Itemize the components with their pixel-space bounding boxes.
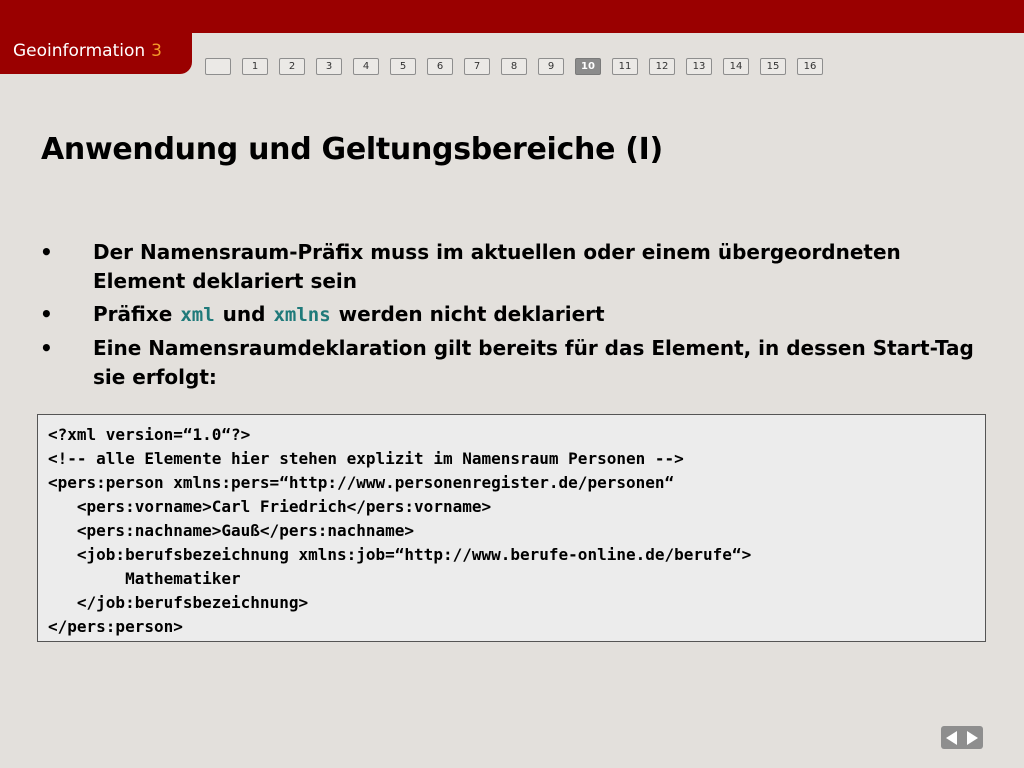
- bullet-text-part: Präfixe: [93, 302, 173, 326]
- bullet-item: [40, 334, 990, 392]
- bullet-dot: •: [40, 302, 53, 326]
- page-button-6[interactable]: 6: [427, 58, 453, 75]
- triangle-left-icon[interactable]: [941, 726, 962, 749]
- slide-nav-arrows: [941, 726, 983, 749]
- page-button-home[interactable]: [205, 58, 231, 75]
- code-line: <!-- alle Elemente hier stehen explizit im Namensraum Personen -->: [48, 449, 684, 468]
- page-button-15[interactable]: 15: [760, 58, 786, 75]
- page-button-8[interactable]: 8: [501, 58, 527, 75]
- bullet-text-part: werden nicht deklariert: [338, 302, 605, 326]
- logo: [13, 41, 162, 61]
- code-line: <pers:vorname>Carl Friedrich</pers:vorname>: [48, 497, 492, 516]
- code-line: </pers:person>: [48, 617, 183, 636]
- page-button-4[interactable]: 4: [353, 58, 379, 75]
- bullet-dot: •: [40, 240, 53, 264]
- logo-number: 3: [151, 41, 162, 61]
- bullet-text: Der Namensraum-Präfix muss im aktuellen oder einem übergeordneten Element deklariert sein: [93, 240, 901, 293]
- code-line: <?xml version=“1.0“?>: [48, 425, 251, 444]
- code-line: <pers:person xmlns:pers=“http://www.personenregister.de/personen“: [48, 473, 675, 492]
- code-line: Mathematiker: [48, 569, 241, 588]
- code-example: [37, 414, 986, 642]
- page-button-11[interactable]: 11: [612, 58, 638, 75]
- bullet-item: [40, 238, 990, 296]
- page-navigator: [205, 58, 823, 76]
- code-line: <pers:nachname>Gauß</pers:nachname>: [48, 521, 415, 540]
- bullet-item: [40, 300, 990, 330]
- page-button-9[interactable]: 9: [538, 58, 564, 75]
- code-line: <job:berufsbezeichnung xmlns:job=“http://www.berufe-online.de/berufe“>: [48, 545, 752, 564]
- bullet-list: [40, 238, 990, 396]
- bullet-dot: •: [40, 336, 53, 360]
- triangle-right-icon[interactable]: [962, 726, 983, 749]
- logo-text: Geoinformation: [13, 41, 146, 61]
- page-button-14[interactable]: 14: [723, 58, 749, 75]
- page-button-7[interactable]: 7: [464, 58, 490, 75]
- keyword-xmlns: xmlns: [273, 304, 331, 326]
- page-button-5[interactable]: 5: [390, 58, 416, 75]
- page-button-3[interactable]: 3: [316, 58, 342, 75]
- keyword-xml: xml: [180, 304, 215, 326]
- bullet-text: Eine Namensraumdeklaration gilt bereits für das Element, in dessen Start-Tag sie erfolgt:: [93, 336, 974, 389]
- page-button-10-current[interactable]: 10: [575, 58, 601, 75]
- slide-title: Anwendung und Geltungsbereiche (I): [41, 132, 663, 167]
- page-button-16[interactable]: 16: [797, 58, 823, 75]
- page-button-2[interactable]: 2: [279, 58, 305, 75]
- bullet-text-part: und: [222, 302, 266, 326]
- page-button-12[interactable]: 12: [649, 58, 675, 75]
- code-line: </job:berufsbezeichnung>: [48, 593, 309, 612]
- page-button-1[interactable]: 1: [242, 58, 268, 75]
- logo-tab: [0, 0, 192, 74]
- page-button-13[interactable]: 13: [686, 58, 712, 75]
